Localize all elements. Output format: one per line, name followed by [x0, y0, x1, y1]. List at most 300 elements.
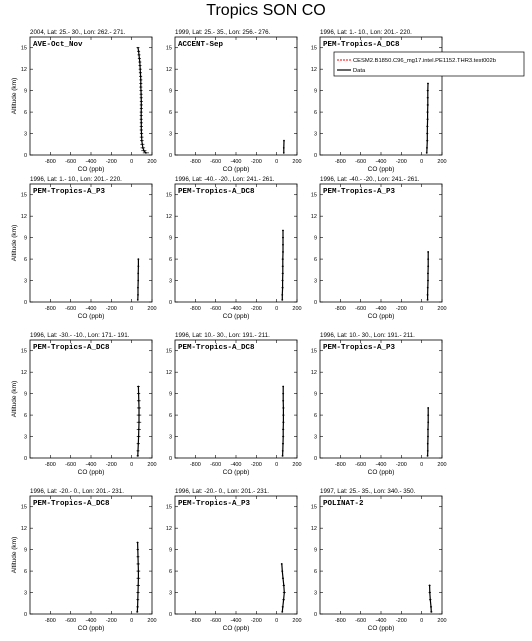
x-tick-label: -800	[189, 306, 201, 312]
y-tick-label: 3	[313, 278, 317, 285]
x-tick-label: 200	[292, 462, 302, 468]
data-point	[427, 97, 429, 99]
data-point	[427, 428, 429, 430]
plot-frame	[175, 184, 297, 302]
data-point	[138, 414, 140, 416]
x-tick-label: -800	[189, 618, 201, 624]
panel-header: 1996, Lat: -40.- -20., Lon: 241.- 261.	[320, 176, 420, 183]
y-tick-label: 15	[165, 504, 172, 511]
panel-7	[11, 332, 157, 476]
y-tick-label: 6	[168, 413, 172, 420]
data-point	[427, 251, 429, 253]
x-tick-label: 200	[292, 159, 302, 165]
x-tick-label: 200	[437, 462, 447, 468]
x-tick-label: -400	[375, 618, 387, 624]
x-tick-label: -800	[44, 159, 56, 165]
data-point	[281, 294, 283, 296]
data-point	[282, 421, 284, 423]
y-tick-label: 6	[23, 110, 27, 117]
x-tick-label: -600	[210, 159, 222, 165]
x-tick-label: -600	[65, 306, 77, 312]
legend-data-label: Data	[353, 68, 366, 74]
data-point	[281, 299, 283, 301]
data-point	[140, 86, 142, 88]
x-tick-label: 0	[275, 462, 279, 468]
data-point	[139, 68, 141, 70]
y-tick-label: 15	[20, 45, 27, 52]
data-point	[137, 450, 139, 452]
x-tick-label: -200	[250, 159, 262, 165]
y-tick-label: 9	[168, 235, 172, 242]
y-tick-label: 6	[168, 110, 172, 117]
x-tick-label: -600	[210, 306, 222, 312]
data-point	[427, 118, 429, 120]
data-profile-line	[138, 387, 139, 456]
x-tick-label: -400	[230, 618, 242, 624]
x-tick-label: -400	[85, 618, 97, 624]
panel-6	[311, 176, 447, 320]
data-point	[140, 125, 142, 127]
data-point	[427, 258, 429, 260]
x-axis-label: CO (ppb)	[77, 625, 105, 632]
data-point	[429, 584, 431, 586]
panel-11	[166, 488, 302, 632]
y-tick-label: 0	[313, 612, 317, 618]
y-tick-label: 0	[168, 300, 172, 306]
x-tick-label: 0	[130, 159, 134, 165]
data-point	[427, 299, 429, 301]
x-tick-label: 200	[147, 306, 157, 312]
plot-frame	[320, 496, 442, 614]
x-tick-label: -400	[230, 159, 242, 165]
y-tick-label: 6	[23, 257, 27, 264]
data-profile-line	[283, 387, 284, 456]
x-tick-label: -200	[250, 306, 262, 312]
y-tick-label: 15	[310, 348, 317, 355]
x-tick-label: -200	[250, 618, 262, 624]
x-tick-label: -400	[230, 462, 242, 468]
x-tick-label: 200	[147, 618, 157, 624]
panel-1	[11, 29, 157, 173]
data-point	[283, 584, 285, 586]
x-tick-label: -800	[189, 159, 201, 165]
y-tick-label: 9	[313, 235, 317, 242]
data-point	[137, 542, 139, 544]
y-tick-label: 9	[168, 88, 172, 95]
x-tick-label: -600	[210, 462, 222, 468]
y-tick-label: 15	[165, 192, 172, 199]
y-tick-label: 3	[23, 590, 27, 597]
panel-header: 1999, Lat: 25.- 35., Lon: 256.- 276.	[175, 29, 271, 36]
data-point	[427, 265, 429, 267]
x-tick-label: -800	[44, 306, 56, 312]
data-point	[282, 606, 284, 608]
data-point	[426, 133, 428, 135]
x-tick-label: -800	[334, 306, 346, 312]
y-axis-label: Altitude (km)	[11, 224, 18, 262]
y-tick-label: 6	[313, 110, 317, 117]
plot-frame	[320, 184, 442, 302]
data-point	[427, 436, 429, 438]
y-tick-label: 9	[313, 391, 317, 398]
data-point	[141, 143, 143, 145]
y-axis-label: Altitude (km)	[11, 77, 18, 115]
campaign-label: PEM-Tropics-A_P3	[323, 344, 396, 352]
x-tick-label: -200	[105, 618, 117, 624]
campaign-label: PEM-Tropics-A_DC8	[33, 344, 110, 352]
panel-header: 1996, Lat: 10.- 30., Lon: 191.- 211.	[175, 332, 270, 339]
y-tick-label: 12	[165, 67, 172, 74]
data-point	[282, 251, 284, 253]
campaign-label: PEM-Tropics-A_DC8	[178, 344, 255, 352]
y-tick-label: 15	[20, 192, 27, 199]
data-point	[282, 287, 284, 289]
data-point	[137, 265, 139, 267]
panel-8	[166, 332, 302, 476]
x-tick-label: -800	[44, 462, 56, 468]
data-point	[137, 592, 139, 594]
y-tick-label: 12	[310, 67, 317, 74]
data-point	[136, 611, 138, 613]
data-point	[141, 133, 143, 135]
y-tick-label: 12	[310, 526, 317, 533]
y-tick-label: 0	[23, 456, 27, 462]
x-tick-label: -200	[395, 618, 407, 624]
data-point	[137, 455, 139, 457]
data-point	[137, 280, 139, 282]
campaign-label: PEM-Tropics-A_DC8	[323, 41, 400, 49]
y-tick-label: 15	[20, 348, 27, 355]
x-tick-label: -200	[395, 159, 407, 165]
x-tick-label: 200	[437, 618, 447, 624]
y-tick-label: 12	[20, 526, 27, 533]
data-point	[137, 570, 139, 572]
data-point	[140, 100, 142, 102]
data-point	[427, 407, 429, 409]
campaign-label: ACCENT-Sep	[178, 41, 224, 49]
data-profile-line	[427, 84, 428, 153]
data-point	[137, 563, 139, 565]
data-point	[282, 393, 284, 395]
data-profile-line	[137, 543, 138, 612]
y-tick-label: 0	[168, 153, 172, 159]
data-point	[282, 230, 284, 232]
panel-3	[311, 29, 524, 173]
data-point	[282, 280, 284, 282]
x-tick-label: -200	[105, 462, 117, 468]
data-point	[283, 152, 285, 154]
x-tick-label: -200	[105, 159, 117, 165]
data-point	[137, 584, 139, 586]
x-tick-label: -600	[355, 306, 367, 312]
data-point	[137, 272, 139, 274]
x-tick-label: 0	[275, 618, 279, 624]
y-tick-label: 0	[313, 456, 317, 462]
data-point	[427, 83, 429, 85]
data-point	[427, 111, 429, 113]
x-tick-label: -200	[105, 306, 117, 312]
x-axis-label: CO (ppb)	[367, 166, 395, 173]
data-point	[137, 549, 139, 551]
data-point	[427, 443, 429, 445]
campaign-label: PEM-Tropics-A_P3	[178, 500, 251, 508]
data-point	[430, 606, 432, 608]
y-axis-label: Altitude (km)	[11, 380, 18, 418]
panel-9	[311, 332, 447, 476]
x-tick-label: 0	[420, 306, 424, 312]
campaign-label: AVE-Oct_Nov	[33, 41, 83, 49]
panel-header: 1997, Lat: 25.- 35., Lon: 340.- 350.	[320, 488, 416, 495]
data-point	[429, 592, 431, 594]
data-point	[139, 61, 141, 63]
panel-5	[166, 176, 302, 320]
data-point	[426, 147, 428, 149]
data-point	[140, 75, 142, 77]
data-point	[427, 104, 429, 106]
x-tick-label: 0	[275, 159, 279, 165]
x-tick-label: -400	[85, 462, 97, 468]
data-point	[138, 421, 140, 423]
data-point	[140, 90, 142, 92]
data-point	[141, 136, 143, 138]
x-tick-label: 0	[420, 618, 424, 624]
x-tick-label: -600	[65, 462, 77, 468]
panel-header: 2004, Lat: 25.- 30., Lon: 262.- 271.	[30, 29, 126, 36]
x-tick-label: -600	[355, 462, 367, 468]
data-point	[426, 152, 428, 154]
data-point	[140, 83, 142, 85]
y-tick-label: 12	[310, 214, 317, 221]
x-axis-label: CO (ppb)	[77, 166, 105, 173]
data-point	[281, 611, 283, 613]
x-tick-label: -600	[65, 618, 77, 624]
x-axis-label: CO (ppb)	[222, 625, 250, 632]
y-tick-label: 0	[23, 612, 27, 618]
x-axis-label: CO (ppb)	[222, 166, 250, 173]
campaign-label: PEM-Tropics-A_P3	[323, 188, 396, 196]
y-tick-label: 3	[168, 590, 172, 597]
y-tick-label: 15	[310, 504, 317, 511]
data-point	[137, 606, 139, 608]
y-tick-label: 12	[20, 214, 27, 221]
data-point	[138, 50, 140, 52]
plot-frame	[30, 496, 152, 614]
panel-header: 1996, Lat: -20.- 0., Lon: 201.- 231.	[175, 488, 269, 495]
x-tick-label: -600	[355, 159, 367, 165]
y-tick-label: 0	[23, 300, 27, 306]
y-tick-label: 6	[23, 413, 27, 420]
x-tick-label: -800	[334, 618, 346, 624]
campaign-label: POLINAT-2	[323, 500, 364, 508]
y-tick-label: 9	[23, 547, 27, 554]
x-axis-label: CO (ppb)	[367, 469, 395, 476]
x-tick-label: -600	[210, 618, 222, 624]
x-tick-label: -400	[230, 306, 242, 312]
campaign-label: PEM-Tropics-A_P3	[33, 188, 106, 196]
data-point	[282, 244, 284, 246]
data-profile-line	[138, 259, 139, 300]
data-point	[282, 407, 284, 409]
x-axis-label: CO (ppb)	[77, 313, 105, 320]
x-tick-label: -400	[85, 159, 97, 165]
panel-4	[11, 176, 157, 320]
data-point	[140, 72, 142, 74]
data-point	[137, 287, 139, 289]
y-tick-label: 6	[313, 413, 317, 420]
y-tick-label: 9	[23, 88, 27, 95]
y-tick-label: 0	[313, 300, 317, 306]
y-tick-label: 3	[23, 434, 27, 441]
x-tick-label: 0	[130, 462, 134, 468]
y-tick-label: 6	[313, 257, 317, 264]
data-point	[140, 111, 142, 113]
data-point	[282, 386, 284, 388]
y-tick-label: 0	[168, 456, 172, 462]
data-point	[427, 450, 429, 452]
y-tick-label: 15	[310, 45, 317, 52]
data-point	[140, 79, 142, 81]
data-point	[138, 400, 140, 402]
data-point	[427, 414, 429, 416]
data-point	[282, 237, 284, 239]
x-axis-label: CO (ppb)	[222, 313, 250, 320]
data-point	[427, 272, 429, 274]
plot-frame	[30, 184, 152, 302]
data-point	[137, 47, 139, 49]
data-point	[140, 129, 142, 131]
y-tick-label: 12	[310, 370, 317, 377]
data-point	[140, 108, 142, 110]
x-tick-label: -200	[250, 462, 262, 468]
data-point	[281, 570, 283, 572]
data-point	[137, 556, 139, 558]
y-tick-label: 9	[23, 391, 27, 398]
y-tick-label: 3	[168, 434, 172, 441]
y-tick-label: 15	[165, 348, 172, 355]
plot-frame	[320, 340, 442, 458]
x-tick-label: 0	[420, 159, 424, 165]
data-point	[138, 436, 140, 438]
figure-title: Tropics SON CO	[206, 2, 326, 19]
data-point	[282, 443, 284, 445]
data-point	[138, 407, 140, 409]
x-axis-label: CO (ppb)	[77, 469, 105, 476]
data-point	[139, 65, 141, 67]
x-axis-label: CO (ppb)	[222, 469, 250, 476]
data-point	[138, 393, 140, 395]
data-point	[137, 299, 139, 301]
x-axis-label: CO (ppb)	[367, 313, 395, 320]
data-point	[140, 104, 142, 106]
x-tick-label: 200	[437, 159, 447, 165]
y-tick-label: 9	[168, 391, 172, 398]
data-point	[430, 611, 432, 613]
data-point	[427, 294, 429, 296]
data-point	[427, 455, 429, 457]
y-tick-label: 0	[313, 153, 317, 159]
data-point	[140, 97, 142, 99]
data-point	[137, 443, 139, 445]
data-point	[282, 577, 284, 579]
data-point	[140, 118, 142, 120]
y-tick-label: 12	[165, 370, 172, 377]
y-tick-label: 9	[23, 235, 27, 242]
plot-frame	[175, 340, 297, 458]
data-point	[138, 54, 140, 56]
x-tick-label: -200	[395, 306, 407, 312]
y-axis-label: Altitude (km)	[11, 536, 18, 574]
data-point	[282, 414, 284, 416]
data-point	[427, 280, 429, 282]
data-profile-line	[282, 231, 283, 300]
data-point	[429, 599, 431, 601]
y-tick-label: 0	[23, 153, 27, 159]
panel-header: 1996, Lat: -40.- -20., Lon: 241.- 261.	[175, 176, 275, 183]
x-tick-label: 200	[292, 618, 302, 624]
data-point	[282, 455, 284, 457]
y-tick-label: 12	[20, 370, 27, 377]
data-point	[138, 428, 140, 430]
x-tick-label: -400	[375, 462, 387, 468]
data-point	[427, 421, 429, 423]
data-profile-line	[430, 585, 432, 612]
data-point	[282, 428, 284, 430]
data-point	[426, 140, 428, 142]
data-point	[140, 93, 142, 95]
x-tick-label: -200	[395, 462, 407, 468]
y-tick-label: 15	[310, 192, 317, 199]
legend-model-label: CESM2.B1850.C96_mg17.intel.PE1152.THR3.test002b	[353, 58, 496, 64]
data-point	[283, 592, 285, 594]
x-tick-label: -800	[334, 159, 346, 165]
panel-header: 1996, Lat: 10.- 30., Lon: 191.- 211.	[320, 332, 415, 339]
x-tick-label: -400	[85, 306, 97, 312]
data-point	[283, 599, 285, 601]
data-point	[140, 122, 142, 124]
y-tick-label: 12	[165, 526, 172, 533]
x-tick-label: 200	[292, 306, 302, 312]
y-tick-label: 9	[313, 547, 317, 554]
x-tick-label: 200	[437, 306, 447, 312]
data-point	[282, 258, 284, 260]
panel-10	[11, 488, 157, 632]
panel-header: 1996, Lat: 1.- 10., Lon: 201.- 220.	[30, 176, 122, 183]
plot-frame	[175, 37, 297, 155]
x-tick-label: -600	[65, 159, 77, 165]
plot-frame	[30, 37, 152, 155]
data-point	[282, 436, 284, 438]
data-point	[137, 386, 139, 388]
panel-12	[311, 488, 447, 632]
y-tick-label: 0	[168, 612, 172, 618]
y-tick-label: 12	[165, 214, 172, 221]
panel-header: 1996, Lat: -30.- -10., Lon: 171.- 191.	[30, 332, 130, 339]
y-tick-label: 3	[23, 131, 27, 138]
data-point	[282, 272, 284, 274]
x-tick-label: -800	[334, 462, 346, 468]
y-tick-label: 6	[313, 569, 317, 576]
y-tick-label: 6	[168, 569, 172, 576]
y-tick-label: 3	[168, 278, 172, 285]
data-point	[141, 140, 143, 142]
data-point	[281, 563, 283, 565]
data-point	[140, 115, 142, 117]
panel-header: 1996, Lat: -20.- 0., Lon: 201.- 231.	[30, 488, 124, 495]
data-point	[426, 125, 428, 127]
data-point	[145, 152, 147, 154]
plot-frame	[175, 496, 297, 614]
data-point	[282, 450, 284, 452]
